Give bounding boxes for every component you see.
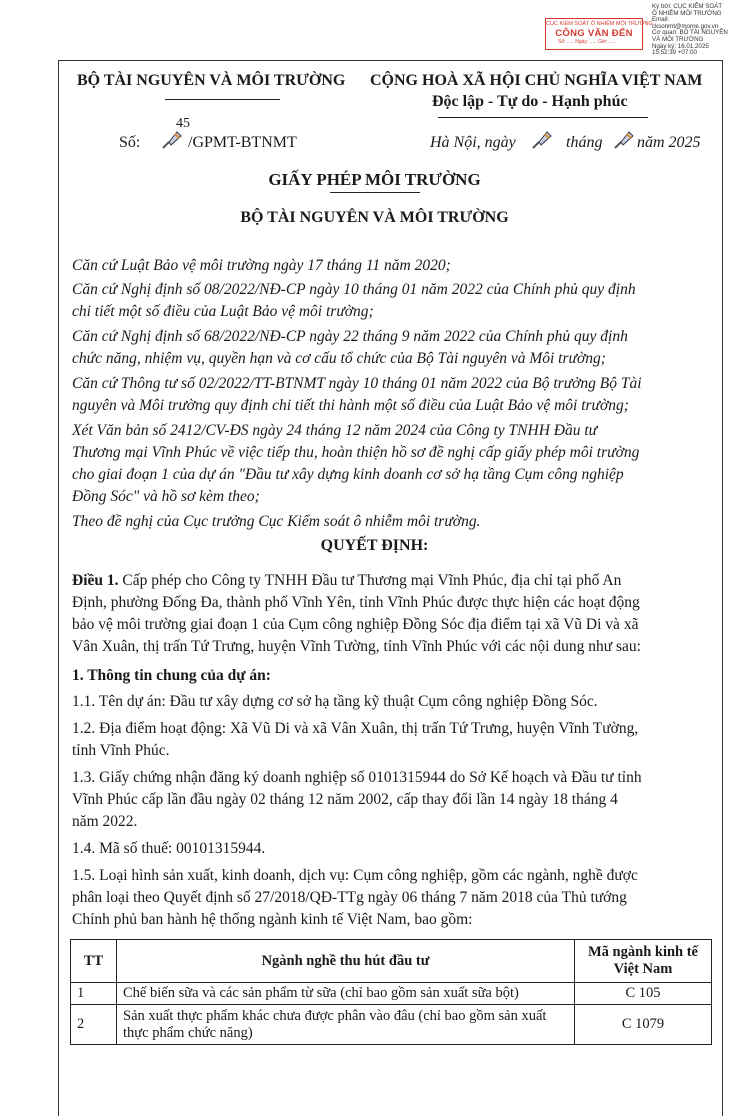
- cell-industry: Sản xuất thực phẩm khác chưa được phân vào đâu (chỉ bao gồm sản xuất thực phẩm chức năng): [117, 1005, 575, 1045]
- article-1-text: Vân Xuân, thị trấn Tứ Trưng, huyện Vĩnh Tường, tỉnh Vĩnh Phúc với các nội dung như sau:: [72, 638, 641, 655]
- article-1-text: Định, phường Đống Đa, thành phố Vĩnh Yên, tỉnh Vĩnh Phúc được thực hiện các hoạt động: [72, 594, 640, 611]
- basis-line: cho giai đoạn 1 của dự án "Đầu tư xây dựng kinh doanh cơ sở hạ tầng Cụm công nghiệp: [72, 466, 624, 483]
- table-row: [71, 1005, 712, 1045]
- signature-line: Email:: [652, 16, 670, 24]
- basis-line: chi tiết một số điều của Luật Bảo vệ môi trường;: [72, 303, 374, 320]
- issuer-title: BỘ TÀI NGUYÊN VÀ MÔI TRƯỜNG: [240, 209, 509, 226]
- doc-number-label: Số:: [119, 134, 141, 151]
- item-1-3: 1.3. Giấy chứng nhận đăng ký doanh nghiệp số 0101315944 do Sở Kế hoạch và Đầu tư tỉnh: [72, 769, 642, 786]
- motto: Độc lập - Tự do - Hạnh phúc: [432, 93, 628, 110]
- item-1-3-cont: Vĩnh Phúc cấp lần đầu ngày 02 tháng 12 năm 2002, cấp thay đổi lần 14 ngày 18 tháng 4: [72, 791, 618, 808]
- stamp-title: CÔNG VĂN ĐẾN: [555, 28, 633, 39]
- signature-line: Ngày ký: 16.01.2025: [652, 42, 709, 50]
- title-underline: [330, 192, 420, 193]
- basis-line: Xét Văn bản số 2412/CV-ĐS ngày 24 tháng 12 năm 2024 của Công ty TNHH Đầu tư: [72, 422, 598, 439]
- date-year: năm 2025: [637, 134, 701, 151]
- item-1-2: 1.2. Địa điểm hoạt động: Xã Vũ Di và xã Vân Xuân, thị trấn Tứ Trưng, huyện Vĩnh Tường,: [72, 720, 639, 737]
- stamp-line: Số: ..... Ngày: ..... Giờ: .....: [558, 39, 617, 45]
- cell-tt: 2: [71, 1005, 117, 1045]
- header-industry: Ngành nghề thu hút đầu tư: [117, 940, 575, 983]
- country-name: CỘNG HOÀ XÃ HỘI CHỦ NGHĨA VIỆT NAM: [370, 72, 703, 89]
- stamp-agency: CỤC KIỂM SOÁT Ô NHIỄM MÔI TRƯỜNG: [546, 21, 653, 27]
- document-title: GIẤY PHÉP MÔI TRƯỜNG: [268, 170, 481, 189]
- incoming-document-stamp: [545, 18, 653, 50]
- article-1-label: Điều 1.: [72, 572, 119, 589]
- pen-nib-icon: [160, 128, 184, 152]
- header-code: Mã ngành kinh tế Việt Nam: [575, 940, 712, 983]
- section-1-heading: 1. Thông tin chung của dự án:: [72, 667, 271, 684]
- agency-name: BỘ TÀI NGUYÊN VÀ MÔI TRƯỜNG: [77, 72, 346, 89]
- industry-table: [70, 939, 712, 1045]
- signature-line: cksonmt@monre.gov.vn: [652, 22, 719, 30]
- basis-line: nguyên và Môi trường quy định chi tiết thi hành một số điều của Luật Bảo vệ môi trường;: [72, 397, 629, 414]
- pen-nib-icon: [530, 128, 554, 152]
- basis-line: Căn cứ Thông tư số 02/2022/TT-BTNMT ngày 10 tháng 01 năm 2022 của Bộ trưởng Bộ Tài: [72, 375, 642, 392]
- article-1: [72, 570, 717, 658]
- basis-line: Căn cứ Nghị định số 08/2022/NĐ-CP ngày 10 tháng 01 năm 2022 của Chính phủ quy định: [72, 281, 636, 298]
- item-1-4: 1.4. Mã số thuế: 00101315944.: [72, 840, 266, 857]
- section-1-content: [72, 691, 717, 931]
- basis-line: Căn cứ Luật Bảo vệ môi trường ngày 17 tháng 11 năm 2020;: [72, 257, 451, 274]
- date-month-label: tháng: [566, 134, 603, 151]
- decision-heading: QUYẾT ĐỊNH:: [320, 537, 429, 554]
- cell-industry: Chế biến sữa và các sản phẩm từ sữa (chỉ bao gồm sản xuất sữa bột): [117, 983, 575, 1005]
- item-1-3-cont: năm 2022.: [72, 813, 138, 830]
- doc-number-suffix: /GPMT-BTNMT: [188, 134, 297, 151]
- signature-line: Ký bởi: CỤC KIỂM SOÁT: [652, 3, 723, 10]
- item-1-2-cont: tỉnh Vĩnh Phúc.: [72, 742, 170, 759]
- cell-code: C 105: [575, 983, 712, 1005]
- pen-nib-icon: [612, 128, 636, 152]
- basis-line: Thương mại Vĩnh Phúc về việc tiếp thu, hoàn thiện hồ sơ đề nghị cấp giấy phép môi trường: [72, 444, 640, 461]
- table-header-row: [71, 940, 712, 983]
- item-1-5: 1.5. Loại hình sản xuất, kinh doanh, dịch vụ: Cụm công nghiệp, gồm các ngành, nghề được: [72, 867, 638, 884]
- legal-bases: [72, 255, 717, 533]
- date-place: Hà Nội, ngày: [430, 134, 516, 151]
- doc-number: 45: [176, 116, 190, 131]
- signature-line: VÀ MÔI TRƯỜNG: [652, 35, 704, 43]
- item-1-5-cont: Chính phủ ban hành hệ thống ngành kinh tế Việt Nam, bao gồm:: [72, 911, 473, 928]
- agency-underline: [165, 99, 280, 100]
- motto-underline: [438, 117, 648, 118]
- basis-line: Đồng Sóc" và hồ sơ kèm theo;: [72, 488, 260, 505]
- basis-line: Căn cứ Nghị định số 68/2022/NĐ-CP ngày 22 tháng 9 năm 2022 của Chính phủ quy định: [72, 328, 628, 345]
- header-tt: TT: [71, 940, 117, 983]
- signature-line: 15:52:39 +07:00: [652, 49, 697, 57]
- cell-tt: 1: [71, 983, 117, 1005]
- article-1-text: bảo vệ môi trường giai đoạn 1 của Cụm công nghiệp Đồng Sóc địa điểm tại xã Vũ Di và xã: [72, 616, 639, 633]
- article-1-text: Cấp phép cho Công ty TNHH Đầu tư Thương mại Vĩnh Phúc, địa chỉ tại phố An: [118, 572, 622, 589]
- signature-line: Ô NHIỄM MÔI TRƯỜNG: [652, 9, 722, 17]
- item-1-1: 1.1. Tên dự án: Đầu tư xây dựng cơ sở hạ tầng kỹ thuật Cụm công nghiệp Đồng Sóc.: [72, 693, 598, 710]
- item-1-5-cont: phân loại theo Quyết định số 27/2018/QĐ-TTg ngày 06 tháng 7 năm 2018 của Thủ tướng: [72, 889, 627, 906]
- signature-line: Cơ quan: BỘ TÀI NGUYÊN: [652, 29, 728, 37]
- cell-code: C 1079: [575, 1005, 712, 1045]
- basis-line: chức năng, nhiệm vụ, quyền hạn và cơ cấu tổ chức của Bộ Tài nguyên và Môi trường;: [72, 350, 606, 367]
- table-row: [71, 983, 712, 1005]
- digital-signature-block: [652, 4, 749, 57]
- basis-line: Theo đề nghị của Cục trưởng Cục Kiểm soát ô nhiễm môi trường.: [72, 513, 481, 530]
